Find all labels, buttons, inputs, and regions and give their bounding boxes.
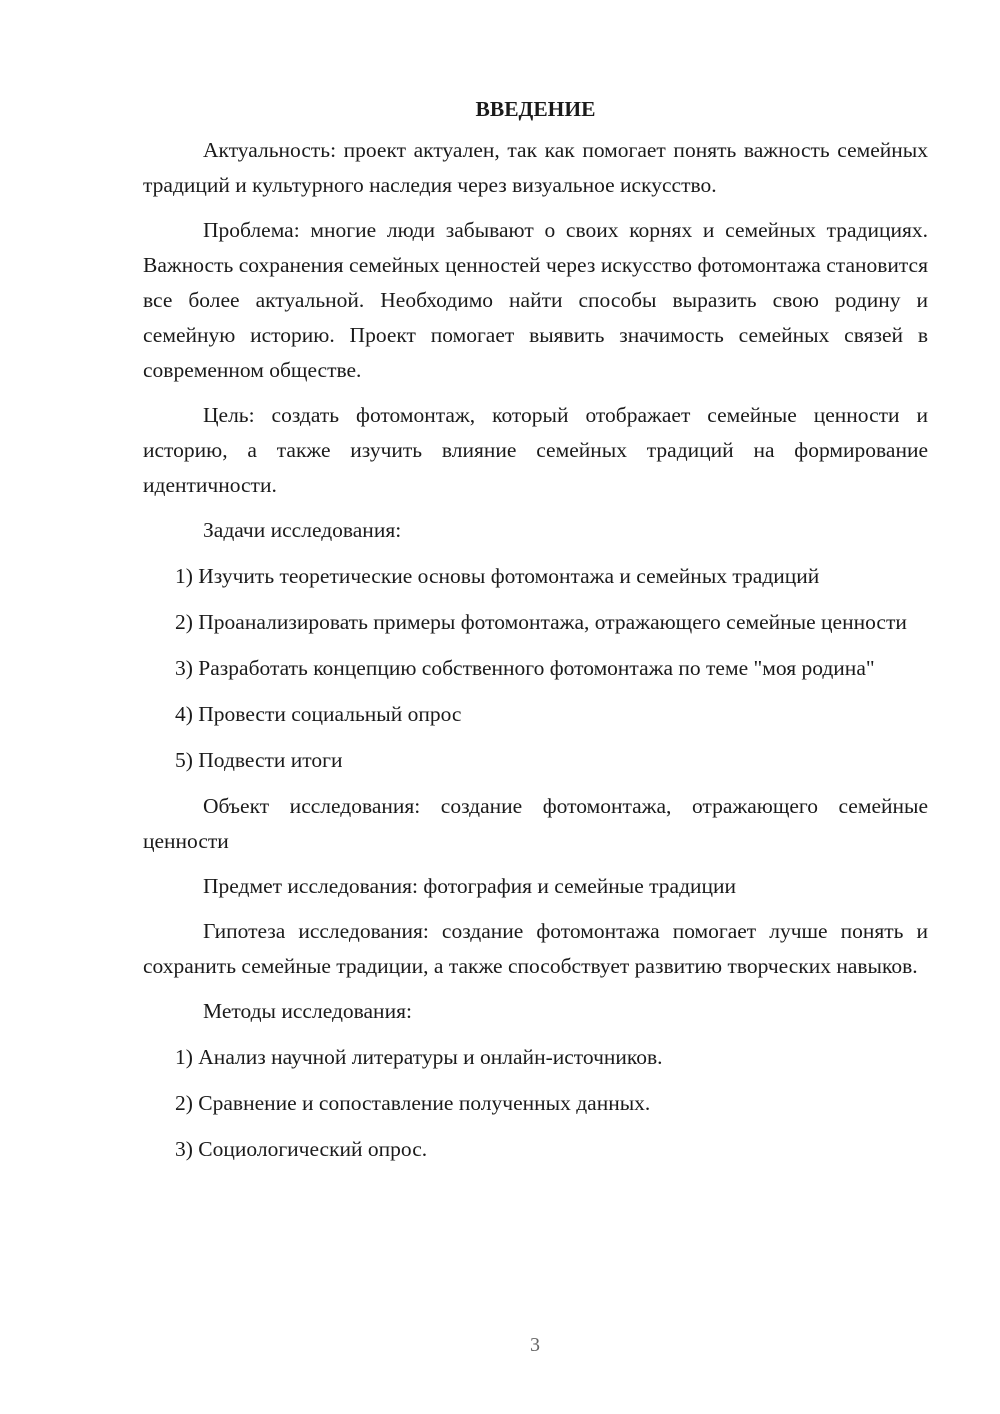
methods-title: Методы исследования: [203, 999, 412, 1023]
task-item: 3) Разработать концепцию собственного фотомонтажа по теме "моя родина" [175, 656, 875, 680]
method-item: 1) Анализ научной литературы и онлайн-источников. [175, 1045, 663, 1069]
task-item: 1) Изучить теоретические основы фотомонтажа и семейных традиций [175, 564, 820, 588]
subject-paragraph: Предмет исследования: фотография и семейные традиции [203, 874, 737, 898]
page-number: 3 [530, 1334, 540, 1356]
task-item: 2) Проанализировать примеры фотомонтажа, отражающего семейные ценности [175, 610, 907, 634]
problem-paragraph: Проблема: многие люди забывают о своих корнях и семейных традициях. Важность сохранения семейных ценностей через искусство фотомонтажа становится все более актуальной. Необходимо найти способы выразить свою родину и семейную историю. Проект помогает выявить значимость семейных связей в современном обществе. [143, 218, 928, 382]
hypothesis-paragraph: Гипотеза исследования: создание фотомонтажа помогает лучше понять и сохранить семейные традиции, а также способствует развитию творческих навыков. [143, 919, 928, 978]
object-paragraph: Объект исследования: создание фотомонтажа, отражающего семейные ценности [143, 794, 928, 853]
section-heading: ВВЕДЕНИЕ [475, 97, 596, 121]
relevance-paragraph: Актуальность: проект актуален, так как помогает понять важность семейных традиций и культурного наследия через визуальное искусство. [143, 138, 928, 197]
task-item: 5) Подвести итоги [175, 748, 343, 772]
method-item: 3) Социологический опрос. [175, 1137, 428, 1161]
tasks-title: Задачи исследования: [203, 518, 402, 542]
document-page [143, 92, 928, 1178]
method-item: 2) Сравнение и сопоставление полученных данных. [175, 1091, 651, 1115]
task-item: 4) Провести социальный опрос [175, 702, 462, 726]
goal-paragraph: Цель: создать фотомонтаж, который отображает семейные ценности и историю, а также изучить влияние семейных традиций на формирование идентичности. [143, 403, 928, 497]
